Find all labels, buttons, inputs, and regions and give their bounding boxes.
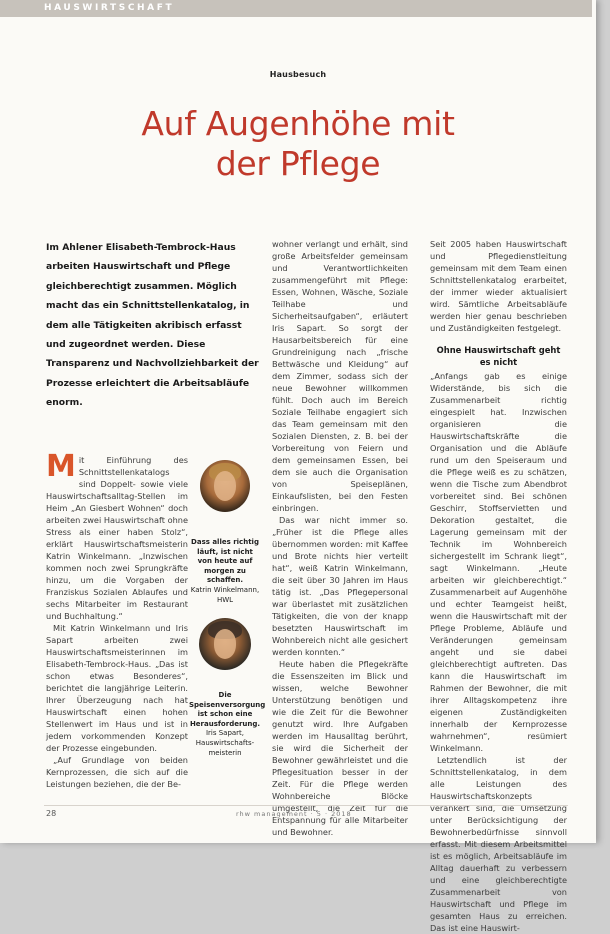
article-headline [60, 104, 536, 184]
headline-line-2: der Pflege [215, 144, 381, 183]
text-column-3 [430, 238, 567, 934]
text-column-1 [46, 449, 188, 790]
photo-caption-2 [189, 691, 266, 758]
column-3-subheading: Ohne Hauswirtschaft geht es nicht [436, 345, 561, 367]
caption-1-quote: Dass alles richtig läuft, ist nicht von heute auf morgen zu schaffen. [191, 538, 259, 585]
caption-2-quote: Die Speisenversorgung ist schon eine Herausforderung. [189, 691, 266, 728]
column-1-paragraph-2: Mit Katrin Winkelmann und Iris Sapart arbeiten zwei Hauswirtschaftsmeisterinnen im Elisabeth-Tembrock-Haus. „Das ist schon etwas Besonderes“, berichtet die langjährige Leiterin. Ihrer Überzeugung nach hat Hauswirtschaft einen hohen Stellenwert im Haus und ist in jedem vorkommenden Konzept der Prozesse eingebunden. [46, 623, 188, 753]
headline-line-1: Auf Augenhöhe mit [141, 104, 455, 143]
portrait-iris-sapart [199, 618, 251, 670]
caption-2-name: Iris Sapart, Hauswirtschafts-meisterin [195, 729, 255, 757]
column-2-paragraph-2: Das war nicht immer so. „Früher ist die Pflege alles übernommen worden: mit Kaffee und Brote nichts hier verteilt hat“, weiß Katrin Winkelmann, die seit über 30 Jahren im Haus tätig ist. „Das Pflegepersonal war überlastet mit zusätzlichen Tätigkeiten, die von der knapp besetzten Hauswirtschaft im Wohnbereich nicht alle gesichert werden konnten.“ [272, 515, 408, 657]
column-2-paragraph-1: wohner verlangt und erhält, sind große Arbeitsfelder gemeinsam und Verantwortlichkeiten zusammengeführt mit Pflege: Essen, Wohnen, Wäsche, Soziale Teilhabe und Sicherheitsaufgaben“, erläutert Iris Sapart. So sorgt der Hausarbeitsbereich für eine Grundreinigung nach „frische Bettwäsche und Kleidung“ auf dem Zimmer, sodass sich der neue Bewohner willkommen fühlt. Doch auch im Bereich Soziale Teilhabe engagiert sich das Team gemeinsam mit den Sozialen Diensten, z. B. bei der Vorbereitung von Feiern und dem gemeinsamen Essen, bei dem sie auch die Organisation von Speiseplänen, Einkaufslisten, bei den Festen einbringen. [272, 239, 408, 513]
article-lead: Im Ahlener Elisabeth-Tembrock-Haus arbeiten Hauswirtschaft und Pflege gleichberechtigt zusammen. Möglich macht das ein Schnittstellenkatalog, in dem alle Tätigkeiten akribisch erfasst und zugeordnet werden. Diese Transparenz und Nachvollziehbarkeit der Prozesse erleichtert die Arbeitsabläufe enorm. [46, 242, 259, 409]
text-column-2 [272, 238, 408, 838]
page-number: 28 [46, 809, 57, 818]
column-1-paragraph-3: „Auf Grundlage von beiden Kernprozessen, die sich auf die Leistungen beziehen, die der Be- [46, 755, 188, 789]
section-label: HAUSWIRTSCHAFT [44, 3, 175, 13]
article-kicker: Hausbesuch [269, 70, 327, 79]
photo-caption-1 [189, 538, 261, 605]
column-1-paragraph-1 [46, 449, 188, 622]
magazine-issue: rhw management · 5 · 2018 [236, 810, 352, 818]
column-3-paragraph-3: Letztendlich ist der Schnittstellenkatalog, in dem alle Leistungen des Hauswirtschaftskonzepts verankert sind, die Umsetzung unter Berücksichtigung der Bewohnerbedürfnisse sinnvoll erfasst. Mit diesem Arbeitsmittel ist es möglich, Arbeitsabläufe im Alltag dauerhaft zu verbessern und eine gleichberechtigte Zusammenarbeit von Hauswirtschaft und Pflege im gesamten Haus zu erreichen. Das ist eine Hauswirt- [430, 755, 567, 933]
portrait-katrin-winkelmann [200, 460, 250, 512]
drop-cap: M [46, 449, 76, 484]
column-1-paragraph-1-text: it Einführung des Schnittstellenkatalogs sind Doppelt- sowie viele Hauswirtschaftsalltag-Stellen im Heim „An Giesbert Wohnen“ doch arbeiten zwei Hauswirtschaft ohne Stress als einer haben Stolz“, erklärt Hauswirtschaftsmeisterin Katrin Winkelmann. „Inzwischen kommen noch zwei Sprungkräfte hinzu, um die Vorgaben der Franziskus Sozialen Ablaufes und sechs Mitarbeiter im Restaurant und Buchhaltung.“ [46, 455, 188, 621]
section-header-bar [0, 0, 592, 17]
column-2-paragraph-3: Heute haben die Pflegekräfte die Essenszeiten im Blick und wissen, welche Bewohner Unterstützung benötigen und wie die Zeit für die Bewohner genutzt wird. Ihre Aufgaben werden im Hausalltag berührt, sie wird die Sicherheit der Bewohner gewährleistet und die Pflegesituation besser in der Zeit. Für die Pflege werden Wohnbereiche Blöcke umgestellt, die Zeit für die Entspannung für alle Mitarbeiter und Bewohner. [272, 659, 408, 837]
column-3-paragraph-2: „Anfangs gab es einige Widerstände, bis sich die Zusammenarbeit richtig eingespielt hat. Inzwischen organisieren die Hauswirtschaftskräfte die Organisation und die Abläufe rund um den Speiseraum und die Pflege weiß es zu schätzen, wenn die Tische zum Abendbrot vorbereitet sind. Bei schönen Geschirr, Stoffservietten und Dekoration gestaltet, die Lagerung gemeinsam mit der Technik im Wohnbereich sichergestellt im Schrank liegt“, sagt Winkelmann. „Heute arbeiten wir gleichberechtigt.“ Zusammenarbeit auf Augenhöhe und echter Teamgeist heißt, wenn die Hauswirtschaft mit der Pflege Probleme, Abläufe und Veränderungen gemeinsam angeht und sie dabei gleichberechtigt auftreten. Das kann die Hauswirtschaft im Rahmen der Bewohner, die mit ihrer Alltagskompetenz ihre eigenen Zuständigkeiten innerhalb der Kernprozesse wahrnehmen“, resümiert Winkelmann. [430, 371, 567, 753]
caption-1-name: Katrin Winkelmann, HWL [190, 585, 260, 604]
footer-divider [44, 805, 568, 806]
column-3-paragraph-1: Seit 2005 haben Hauswirtschaft und Pflegedienstleitung gemeinsam mit dem Team einen Schnittstellenkatalog erarbeitet, der immer wieder aktualisiert wird. Sämtliche Arbeitsabläufe werden hier genau beschrieben und Zuständigkeiten festgelegt. [430, 239, 567, 333]
